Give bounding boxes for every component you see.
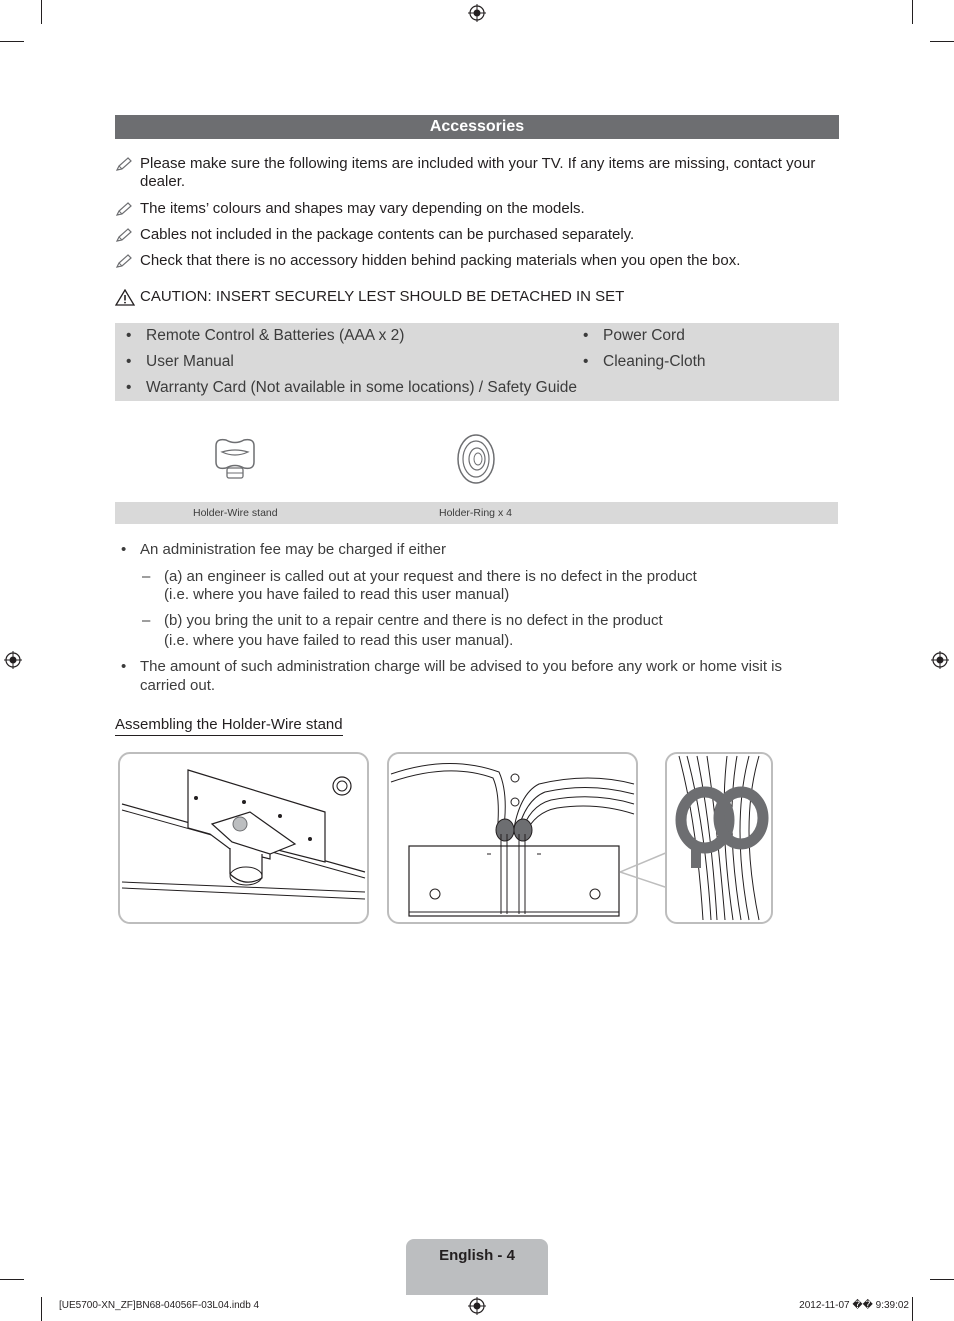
accessory-label: Remote Control & Batteries (AAA x 2) xyxy=(146,327,405,344)
dash-glyph: – xyxy=(142,568,151,585)
fee-advice-cont: carried out. xyxy=(140,677,216,694)
note-pencil-icon xyxy=(115,156,133,172)
tv-stand-back-illustration xyxy=(120,754,367,922)
registration-mark-icon xyxy=(4,651,22,669)
accessories-list: • Remote Control & Batteries (AAA x 2) • User Manual • Warranty Card (Not available in some locations) / Safety Guide • Power Cord • Cleaning-Cloth xyxy=(115,323,839,401)
crop-mark xyxy=(41,1297,42,1321)
note-text: Please make sure the following items are included with your TV. If any items are missing, contact your xyxy=(140,155,816,172)
dash-glyph: – xyxy=(142,612,151,629)
accessory-label: Warranty Card (Not available in some locations) / Safety Guide xyxy=(146,379,578,396)
footer-timestamp: 2012-11-07 �� 9:39:02 xyxy=(799,1300,909,1311)
note-pencil-icon xyxy=(115,253,133,269)
assembly-heading: Assembling the Holder-Wire stand xyxy=(115,716,343,736)
crop-mark xyxy=(0,41,24,42)
caution-text: CAUTION: INSERT SECURELY LEST SHOULD BE DETACHED IN SET xyxy=(140,288,625,305)
note-pencil-icon xyxy=(115,227,133,243)
fee-case-b-note: (i.e. where you have failed to read this user manual). xyxy=(164,632,514,649)
footer-filename: [UE5700-XN_ZF]BN68-04056F-03L04.indb 4 xyxy=(59,1300,260,1311)
holder-ring-closeup-illustration xyxy=(667,754,771,922)
cable-routing-illustration xyxy=(389,754,636,922)
fee-advice: The amount of such administration charge will be advised to you before any work or home visit is xyxy=(140,658,782,675)
fee-intro: An administration fee may be charged if either xyxy=(140,541,446,558)
bullet-glyph: • xyxy=(121,541,127,558)
registration-mark-icon xyxy=(931,651,949,669)
note-pencil-icon xyxy=(115,201,133,217)
assembly-illustration-1 xyxy=(118,752,369,924)
assembly-illustration-2 xyxy=(387,752,638,924)
callout-connector xyxy=(620,850,670,890)
note-text: dealer. xyxy=(140,173,186,190)
fee-case-b: (b) you bring the unit to a repair centre and there is no defect in the product xyxy=(164,612,663,629)
fee-case-a: (a) an engineer is called out at your request and there is no defect in the product xyxy=(164,568,697,585)
registration-mark-icon xyxy=(468,1297,486,1315)
crop-mark xyxy=(0,1279,24,1280)
note-item xyxy=(115,252,839,270)
registration-mark-icon xyxy=(468,4,486,22)
crop-mark xyxy=(41,0,42,24)
fee-case-a-note: (i.e. where you have failed to read this user manual) xyxy=(164,586,510,603)
section-title: Accessories xyxy=(115,115,839,139)
warning-icon xyxy=(115,289,135,306)
note-item xyxy=(115,155,839,191)
note-text: Cables not included in the package contents can be purchased separately. xyxy=(140,226,635,243)
crop-mark xyxy=(930,41,954,42)
assembly-illustration-3 xyxy=(665,752,773,924)
note-item xyxy=(115,200,839,218)
crop-mark xyxy=(912,1297,913,1321)
holder-wire-caption: Holder-Wire stand xyxy=(193,507,278,519)
holder-ring-icon xyxy=(455,433,497,485)
holder-wire-stand-icon xyxy=(210,436,260,482)
crop-mark xyxy=(930,1279,954,1280)
bullet-glyph: • xyxy=(121,658,127,675)
note-item xyxy=(115,226,839,244)
accessory-label: Cleaning-Cloth xyxy=(603,353,706,370)
crop-mark xyxy=(912,0,913,24)
note-text: Check that there is no accessory hidden behind packing materials when you open the box. xyxy=(140,252,741,269)
accessory-label: Power Cord xyxy=(603,327,685,344)
caution-notice xyxy=(115,288,624,305)
note-text: The items’ colours and shapes may vary depending on the models. xyxy=(140,200,585,217)
page-number-label: English - 4 xyxy=(406,1239,548,1295)
accessory-label: User Manual xyxy=(146,353,234,370)
holder-ring-caption: Holder-Ring x 4 xyxy=(439,507,512,519)
